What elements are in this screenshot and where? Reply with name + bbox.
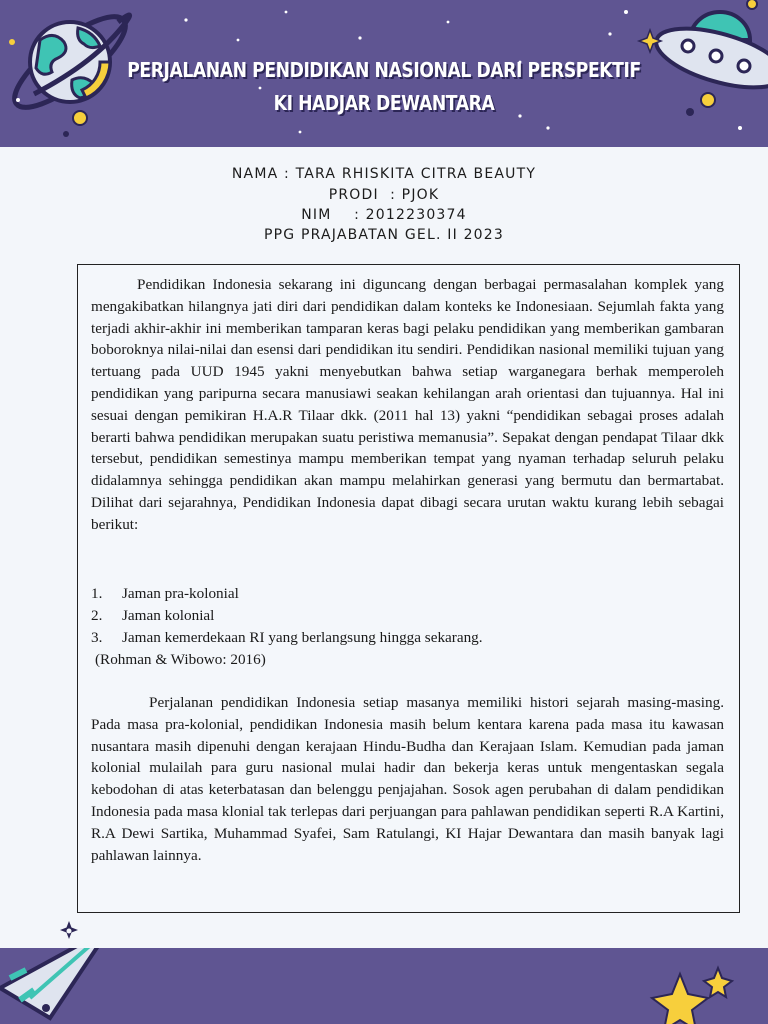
list-text: Jaman kolonial	[122, 606, 215, 624]
rocket-icon	[0, 948, 140, 1024]
header-banner	[0, 0, 768, 147]
list-item	[91, 583, 483, 605]
footer-banner	[0, 948, 768, 1024]
list-text: Jaman pra-kolonial	[122, 585, 239, 602]
era-list	[91, 583, 483, 648]
list-number: 3.	[91, 628, 103, 646]
page-title-line2: KI HADJAR DEWANTARA	[273, 91, 495, 115]
paragraph-1: Pendidikan Indonesia sekarang ini diguncang dengan berbagai permasalahan komplek yang mengakibatkan hilangnya jati diri dari pendidikan dalam konteks ke Indonesiaan. Sejumlah fakta yang terjadi akhir-akhir ini memberikan tamparan keras bagi pelaku pendidikan yang memberikan gambaran boboroknya nilai-nilai dan esensi dari pendidikan itu sendiri. Pendidikan nasional memiliki tujuan yang tertuang pada UUD 1945 yakni menyebutkan bahwa setiap warganegara berhak memperoleh pendidikan yang paripurna secara manusiawi seakan kehilangan arah orientasi dan tujuannya. Hal ini sesuai dengan pemikiran H.A.R Tilaar dkk. (2011 hal 13) yakni “pendidikan sebagai proses adalah berarti bahwa pendidikan merupakan suatu peristiwa memanusia”. Sepakat dengan pendapat Tilaar dkk tersebut, pendidikan semestinya mampu memberikan tempat yang nyaman terhadap seluruh pelaku didalamnya sehingga pendidikan akan mampu melahirkan generasi yang bermutu dan bermartabat. Dilihat dari sejarahnya, Pendidikan Indonesia dapat dibagi secara urutan waktu kurang lebih sebagai berikut:	[91, 276, 724, 533]
page-title-line1: PERJALANAN PENDIDIKAN NASIONAL DARI PERSPEKTIF	[127, 58, 641, 82]
star-icon	[58, 920, 80, 942]
student-nim: NIM : 2012230374	[301, 207, 467, 223]
list-number: 2.	[91, 606, 103, 624]
student-program: PPG PRAJABATAN GEL. II 2023	[263, 227, 504, 243]
paragraph-2: Perjalanan pendidikan Indonesia setiap masanya memiliki histori sejarah masing-masing. Pada masa pra-kolonial, pendidikan Indonesia masih belum kentara karena pada masa itu kawasan nusantara masih dipenuhi dengan kerajaan Hindu-Budha dan Kerajaan Islam. Kemudian pada jaman kolonial mulailah para guru nasional mulai hadir dan bekerja keras untuk mengentaskan segala kebodohan di atas keterbatasan dan belenggu penjajahan. Sosok agen perubahan di dalam pendidikan Indonesia pada masa klonial tak terlepas dari perjuangan para pahlawan pendidikan seperti R.A Kartini, R.A Dewi Sartika, Muhammad Syafei, Sam Ratulangi, KI Hajar Dewantara dan masih banyak lagi pahlawan lainnya.	[91, 694, 724, 864]
star-icon	[620, 968, 760, 1024]
student-name: NAMA : TARA RHISKITA CITRA BEAUTY	[231, 166, 537, 182]
list-item	[91, 627, 483, 649]
citation: (Rohman & Wibowo: 2016)	[95, 651, 266, 668]
list-text: Jaman kemerdekaan RI yang berlangsung hingga sekarang.	[122, 628, 483, 646]
list-number: 1.	[91, 585, 103, 602]
student-prodi: PRODI : PJOK	[328, 187, 440, 203]
list-item	[91, 605, 483, 627]
